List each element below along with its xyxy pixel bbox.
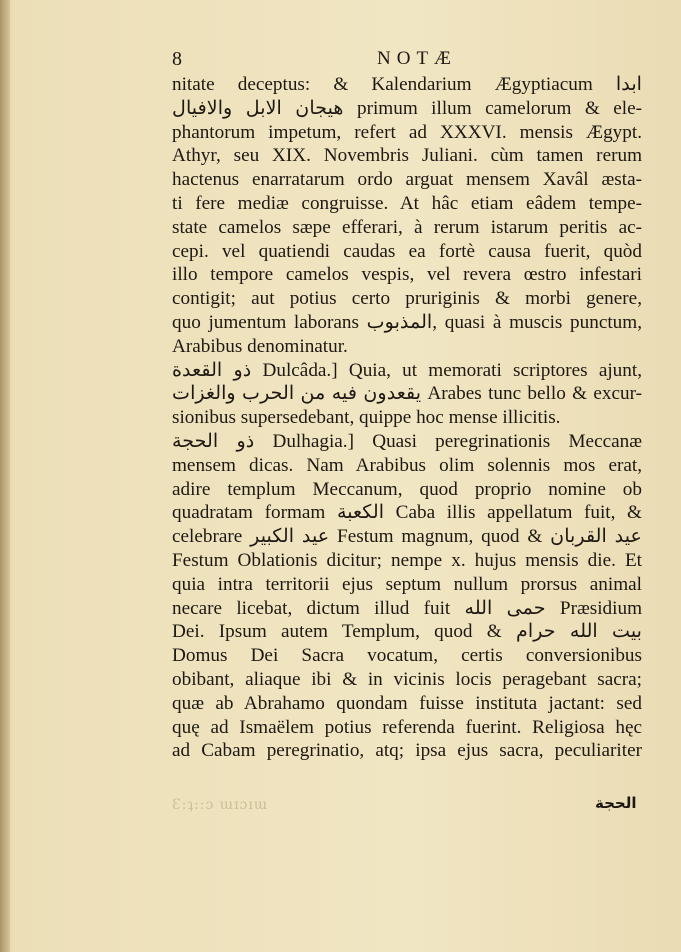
text-line: contigit; aut potius certo pruriginis & morbi genere,: [172, 288, 642, 310]
body-text: [172, 73, 642, 763]
page-gutter: [0, 0, 10, 952]
text-line-heading: ذو الحجة Dulhagia.] Quasi peregrinationis Meccanæ: [172, 430, 643, 452]
text-line: هيجان الابل والافيال primum illum camelorum & ele-: [172, 97, 642, 119]
text-line: state camelos sæpe efferari, à rerum istarum peritis ac-: [172, 216, 642, 238]
text-line: celebrare عيد الكبير Festum magnum, quod & عيد القربان: [172, 526, 642, 548]
text-line: cepi. vel quatiendi caudas ea fortè causa fuerit, quòd: [172, 240, 642, 262]
text-line: sionibus supersedebant, quippe hoc mense illicitis.: [172, 407, 561, 429]
text-line: Athyr, seu XIX. Novembris Juliani. cùm tamen rerum: [172, 145, 642, 167]
text-line: hactenus enarratarum ordo arguat mensem Xavâl æsta-: [172, 169, 642, 191]
text-line: adire templum Meccanum, quod proprio nomine ob: [172, 478, 642, 500]
text-line: necare licebat, dictum illud fuit حمى الله Præsidium: [172, 597, 642, 619]
text-line: Arabibus denominatur.: [172, 335, 348, 357]
running-title: NOTÆ: [377, 48, 457, 69]
text-line: obibant, aliaque ibi & in vicinis locis peragebant sacra;: [172, 668, 642, 690]
text-line: quo jumentum laborans المذبوب, quasi à muscis punctum,: [172, 311, 642, 333]
page-number: 8: [172, 48, 182, 70]
catchword: الحجة: [595, 794, 637, 812]
text-line: phantorum impetum, refert ad XXXVI. mensis Ægypt.: [172, 121, 642, 143]
text-line: Festum Oblationis dicitur; nempe x. hujus mensis die. Et: [172, 549, 642, 571]
text-line: Dei. Ipsum autem Templum, quod & بيت الله حرام: [172, 621, 642, 643]
text-line: ad Cabam peregrinatio, atq; ipsa ejus sacra, peculiariter: [172, 740, 642, 762]
running-header: [172, 46, 642, 76]
text-line: quę ad Ismaëlem potius referenda fuerint. Religiosa hęc: [172, 716, 642, 738]
text-line: ti fere mediæ congruisse. At hâc etiam eâdem tempe-: [172, 192, 642, 214]
text-line: mensem dicas. Nam Arabibus olim solennis mos erat,: [172, 454, 642, 476]
text-line: illo tempore camelos vespis, vel revera œstro infestari: [172, 264, 642, 286]
text-line: Domus Dei Sacra vocatum, certis conversionibus: [172, 645, 642, 667]
text-line: quæ ab Abrahamo quondam fuisse instituta jactant: sed: [172, 692, 642, 714]
text-line: quia intra territorii ejus septum nullum prorsus animal: [172, 573, 642, 595]
text-line: quadratam formam الكعبة Caba illis appellatum fuit, &: [172, 502, 642, 524]
text-line: يقعدون فيه من الحرب والغزات Arabes tunc bello & excur-: [172, 383, 642, 405]
text-line-heading: ذو القعدة Dulcâda.] Quia, ut memorati scriptores ajunt,: [172, 359, 642, 381]
text-line: nitate deceptus: & Kalendarium Ægyptiacum ابدا: [172, 74, 642, 95]
bleed-through-mark: Ɛ:ʇ::ɔ ɯɪɔɪɯ: [172, 797, 269, 813]
